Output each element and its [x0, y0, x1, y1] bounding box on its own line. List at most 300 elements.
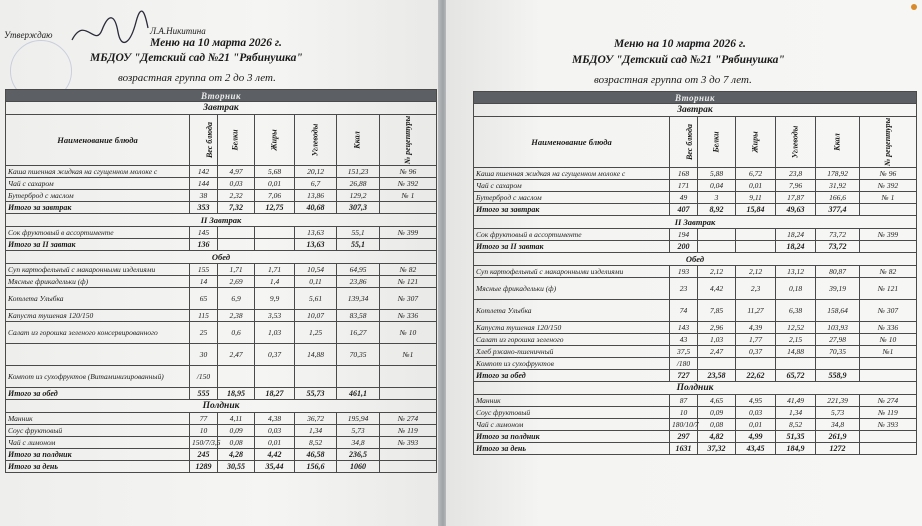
table-cell: 10 — [190, 425, 218, 437]
table-cell: № 399 — [860, 229, 917, 241]
table-cell: № 393 — [860, 419, 917, 431]
table-cell: № 1 — [380, 190, 437, 202]
table-row — [6, 288, 437, 310]
table-cell: Капуста тушеная 120/150 — [474, 322, 670, 334]
table-row — [6, 276, 437, 288]
table-cell — [776, 358, 816, 370]
table-cell: 18,24 — [776, 229, 816, 241]
total-breakfast-row — [474, 204, 917, 216]
table-cell — [380, 202, 437, 214]
table-cell: Мясные фрикадельки (ф) — [6, 276, 190, 288]
column-header-row — [474, 117, 917, 168]
table-cell: 151,23 — [337, 166, 380, 178]
table-cell — [816, 358, 860, 370]
column-header — [736, 117, 776, 168]
table-cell: 43 — [670, 334, 698, 346]
table-row — [6, 344, 437, 366]
table-cell: 49,63 — [776, 204, 816, 216]
table-cell: № 393 — [380, 437, 437, 449]
corner-mark — [911, 4, 917, 10]
table-cell: Итого за полдник — [474, 431, 670, 443]
left-page — [0, 0, 440, 526]
total-lunch-row — [6, 388, 437, 400]
table-cell: 158,64 — [816, 300, 860, 322]
total-second-breakfast-row — [6, 239, 437, 251]
table-cell: № 399 — [380, 227, 437, 239]
table-cell: Полдник — [6, 400, 437, 413]
table-cell: 2,15 — [776, 334, 816, 346]
section-snack — [6, 400, 437, 413]
column-header-label: Углеводы — [790, 125, 800, 159]
table-cell: 5,73 — [816, 407, 860, 419]
table-cell: 195,94 — [337, 413, 380, 425]
column-header — [776, 117, 816, 168]
table-cell: 2,47 — [698, 346, 736, 358]
table-cell: 13,63 — [295, 227, 337, 239]
table-cell — [698, 241, 736, 253]
table-row — [6, 178, 437, 190]
table-cell: 23 — [670, 278, 698, 300]
table-cell: Салат из горошка зеленого — [474, 334, 670, 346]
table-cell: 23,8 — [776, 168, 816, 180]
table-cell: 166,6 — [816, 192, 860, 204]
table-cell: 4,65 — [698, 395, 736, 407]
table-cell: 168 — [670, 168, 698, 180]
table-row — [474, 334, 917, 346]
column-header-label: Углеводы — [310, 123, 320, 157]
table-row — [474, 322, 917, 334]
table-cell: 0,01 — [255, 178, 295, 190]
table-cell: 142 — [190, 166, 218, 178]
table-cell: 4,11 — [218, 413, 255, 425]
table-cell: 4,42 — [698, 278, 736, 300]
table-row — [6, 227, 437, 239]
table-cell: 13,86 — [295, 190, 337, 202]
table-cell — [6, 344, 190, 366]
table-cell: 297 — [670, 431, 698, 443]
table-cell: Обед — [474, 253, 917, 266]
table-cell: 461,1 — [337, 388, 380, 400]
table-cell: 1,71 — [218, 264, 255, 276]
table-cell: 3 — [698, 192, 736, 204]
table-cell: 0,09 — [698, 407, 736, 419]
table-cell: 8,92 — [698, 204, 736, 216]
table-cell: 0,37 — [255, 344, 295, 366]
table-cell: 155 — [190, 264, 218, 276]
table-cell: Итого за день — [6, 461, 190, 473]
menu-table-left — [5, 89, 437, 473]
table-cell: № 96 — [860, 168, 917, 180]
table-cell: Итого за II завтак — [6, 239, 190, 251]
table-cell: 22,62 — [736, 370, 776, 382]
table-cell: № 336 — [860, 322, 917, 334]
table-cell — [698, 229, 736, 241]
table-cell: Завтрак — [6, 102, 437, 115]
table-cell: №1 — [860, 346, 917, 358]
table-cell: 43,45 — [736, 443, 776, 455]
table-cell: 156,6 — [295, 461, 337, 473]
table-cell: 1,34 — [295, 425, 337, 437]
section-second-breakfast — [474, 216, 917, 229]
table-cell: 73,72 — [816, 229, 860, 241]
table-cell: № 119 — [380, 425, 437, 437]
table-cell: 1,71 — [255, 264, 295, 276]
table-cell: 80,87 — [816, 266, 860, 278]
table-cell: 6,72 — [736, 168, 776, 180]
table-cell: 17,87 — [776, 192, 816, 204]
column-header — [670, 117, 698, 168]
table-cell: Бутерброд с маслом — [474, 192, 670, 204]
table-cell: 261,9 — [816, 431, 860, 443]
table-cell: 6,38 — [776, 300, 816, 322]
table-row — [474, 278, 917, 300]
table-row — [6, 322, 437, 344]
table-cell: 353 — [190, 202, 218, 214]
table-cell: 194 — [670, 229, 698, 241]
table-row — [474, 407, 917, 419]
table-cell: 12,52 — [776, 322, 816, 334]
column-header — [860, 117, 917, 168]
table-cell: Завтрак — [474, 104, 917, 117]
table-cell: 4,39 — [736, 322, 776, 334]
table-cell: 18,95 — [218, 388, 255, 400]
table-cell: 0,03 — [218, 178, 255, 190]
table-cell: 15,84 — [736, 204, 776, 216]
table-cell: 0,09 — [218, 425, 255, 437]
table-cell: 4,82 — [698, 431, 736, 443]
table-cell: № 392 — [380, 178, 437, 190]
approval-label: Утверждаю — [4, 30, 53, 40]
table-cell: Итого за полдник — [6, 449, 190, 461]
table-cell: 26,88 — [337, 178, 380, 190]
table-row — [474, 346, 917, 358]
section-second-breakfast — [6, 214, 437, 227]
table-cell: № 82 — [860, 266, 917, 278]
table-cell: 0,03 — [255, 425, 295, 437]
table-cell: 5,73 — [337, 425, 380, 437]
section-breakfast — [6, 102, 437, 115]
column-header-label: Белки — [230, 129, 240, 151]
table-cell: 115 — [190, 310, 218, 322]
table-cell: 6,9 — [218, 288, 255, 310]
table-cell: 377,4 — [816, 204, 860, 216]
table-cell: 10 — [670, 407, 698, 419]
menu-title: Меню на 10 марта 2026 г. — [150, 37, 282, 49]
table-cell: /150 — [190, 366, 218, 388]
table-cell: 70,35 — [337, 344, 380, 366]
table-cell: Чай с лимоном — [6, 437, 190, 449]
table-row — [6, 310, 437, 322]
column-header — [380, 115, 437, 166]
table-cell: 7,06 — [255, 190, 295, 202]
signature-image — [70, 10, 150, 50]
table-cell: 55,73 — [295, 388, 337, 400]
table-cell: 4,99 — [736, 431, 776, 443]
column-header-label: Ккал — [832, 133, 842, 151]
table-cell — [860, 358, 917, 370]
table-cell: Итого за день — [474, 443, 670, 455]
table-cell: 2,12 — [736, 266, 776, 278]
table-cell: Сок фруктовый в ассортименте — [6, 227, 190, 239]
column-header-label: Ккал — [352, 131, 362, 149]
table-cell: 145 — [190, 227, 218, 239]
menu-table-right — [473, 91, 917, 455]
table-cell: 20,12 — [295, 166, 337, 178]
table-cell: 14,88 — [776, 346, 816, 358]
table-cell: 1631 — [670, 443, 698, 455]
table-cell: 9,11 — [736, 192, 776, 204]
table-cell: 2,12 — [698, 266, 736, 278]
table-cell: 10,07 — [295, 310, 337, 322]
table-cell: /180 — [670, 358, 698, 370]
table-cell — [380, 449, 437, 461]
column-header-label: Жиры — [750, 131, 760, 153]
table-cell: 34,8 — [337, 437, 380, 449]
table-cell: 193 — [670, 266, 698, 278]
table-cell: 0,08 — [218, 437, 255, 449]
table-cell: 221,39 — [816, 395, 860, 407]
table-cell: 0,03 — [736, 407, 776, 419]
total-lunch-row — [474, 370, 917, 382]
table-cell: № 307 — [860, 300, 917, 322]
table-row — [6, 166, 437, 178]
table-cell: Хлеб ржано-пшеничный — [474, 346, 670, 358]
table-cell: 178,92 — [816, 168, 860, 180]
column-header — [337, 115, 380, 166]
table-cell: № 96 — [380, 166, 437, 178]
table-cell: 8,52 — [295, 437, 337, 449]
table-cell: 11,27 — [736, 300, 776, 322]
table-cell — [736, 229, 776, 241]
table-cell: Соус фруктовый — [474, 407, 670, 419]
table-cell: 8,52 — [776, 419, 816, 431]
table-cell: 307,3 — [337, 202, 380, 214]
table-cell: Соус фруктовый — [6, 425, 190, 437]
total-day-row — [474, 443, 917, 455]
table-row — [474, 395, 917, 407]
table-cell: Мясные фрикадельки (ф) — [474, 278, 670, 300]
table-cell: 2,69 — [218, 276, 255, 288]
table-row — [474, 419, 917, 431]
table-cell: 30 — [190, 344, 218, 366]
table-cell: Итого за завтрак — [474, 204, 670, 216]
table-cell: 4,38 — [255, 413, 295, 425]
table-cell: 180/10/7 — [670, 419, 698, 431]
table-cell: Итого за обед — [6, 388, 190, 400]
table-cell: 51,35 — [776, 431, 816, 443]
table-cell: 4,42 — [255, 449, 295, 461]
column-header-label: Вес блюда — [685, 123, 695, 161]
total-snack-row — [474, 431, 917, 443]
table-cell: 558,9 — [816, 370, 860, 382]
table-cell: № 274 — [860, 395, 917, 407]
table-cell: №1 — [380, 344, 437, 366]
table-cell: 30,55 — [218, 461, 255, 473]
table-cell: 184,9 — [776, 443, 816, 455]
table-cell: Обед — [6, 251, 437, 264]
column-header — [698, 117, 736, 168]
table-cell: 0,01 — [255, 437, 295, 449]
table-cell: 23,86 — [337, 276, 380, 288]
table-cell: Манник — [6, 413, 190, 425]
table-cell: 0,04 — [698, 180, 736, 192]
table-cell: Компот из сухофруктов — [474, 358, 670, 370]
table-cell: Полдник — [474, 382, 917, 395]
table-cell: 2,96 — [698, 322, 736, 334]
table-cell: 5,61 — [295, 288, 337, 310]
table-cell: 55,1 — [337, 227, 380, 239]
table-cell: № 121 — [860, 278, 917, 300]
table-row — [474, 168, 917, 180]
table-cell: № 336 — [380, 310, 437, 322]
table-cell — [255, 366, 295, 388]
table-cell — [218, 366, 255, 388]
org-name: МБДОУ "Детский сад №21 "Рябинушка" — [572, 54, 785, 66]
column-header-row — [6, 115, 437, 166]
table-cell: 136 — [190, 239, 218, 251]
table-cell: 245 — [190, 449, 218, 461]
table-cell: 41,49 — [776, 395, 816, 407]
column-header — [218, 115, 255, 166]
table-cell: № 274 — [380, 413, 437, 425]
table-cell — [337, 366, 380, 388]
table-cell: 1,25 — [295, 322, 337, 344]
table-cell: 1,34 — [776, 407, 816, 419]
column-header: Наименование блюда — [474, 117, 670, 168]
column-header-label: Жиры — [269, 129, 279, 151]
table-cell: 73,72 — [816, 241, 860, 253]
right-page — [446, 0, 922, 526]
table-cell: 83,58 — [337, 310, 380, 322]
table-cell: 25 — [190, 322, 218, 344]
table-cell: 0,08 — [698, 419, 736, 431]
column-header — [816, 117, 860, 168]
table-cell: 200 — [670, 241, 698, 253]
table-cell: 150/7/3,5 — [190, 437, 218, 449]
menu-title: Меню на 10 марта 2026 г. — [614, 38, 746, 50]
table-cell: 12,75 — [255, 202, 295, 214]
table-cell: 65,72 — [776, 370, 816, 382]
table-cell: Суп картофельный с макаронными изделиями — [474, 266, 670, 278]
table-cell: Суп картофельный с макаронными изделиями — [6, 264, 190, 276]
table-cell — [860, 241, 917, 253]
table-cell: Вторник — [474, 92, 917, 104]
table-cell: 70,35 — [816, 346, 860, 358]
column-header-label: № рецептуры — [403, 115, 412, 165]
table-cell: Итого за завтрак — [6, 202, 190, 214]
table-cell: № 1 — [860, 192, 917, 204]
table-cell: 14,88 — [295, 344, 337, 366]
table-cell: № 307 — [380, 288, 437, 310]
table-cell — [255, 227, 295, 239]
table-cell: 14 — [190, 276, 218, 288]
table-cell: 0,18 — [776, 278, 816, 300]
table-row — [474, 266, 917, 278]
column-header: Наименование блюда — [6, 115, 190, 166]
table-cell: № 392 — [860, 180, 917, 192]
table-cell: Чай с лимоном — [474, 419, 670, 431]
table-cell: 23,58 — [698, 370, 736, 382]
table-row — [6, 366, 437, 388]
table-cell: 0,37 — [736, 346, 776, 358]
table-cell: 129,2 — [337, 190, 380, 202]
table-cell: 31,92 — [816, 180, 860, 192]
table-cell — [380, 388, 437, 400]
table-cell: 13,12 — [776, 266, 816, 278]
table-cell: 5,68 — [255, 166, 295, 178]
table-cell — [255, 239, 295, 251]
table-cell: 3,53 — [255, 310, 295, 322]
table-cell — [860, 370, 917, 382]
table-cell: 39,19 — [816, 278, 860, 300]
table-cell: 34,8 — [816, 419, 860, 431]
table-cell: 0,01 — [736, 419, 776, 431]
table-cell — [380, 366, 437, 388]
table-cell: Чай с сахаром — [474, 180, 670, 192]
table-cell: 49 — [670, 192, 698, 204]
table-cell — [736, 241, 776, 253]
section-lunch — [6, 251, 437, 264]
total-breakfast-row — [6, 202, 437, 214]
section-breakfast — [474, 104, 917, 117]
column-header — [190, 115, 218, 166]
table-cell: 65 — [190, 288, 218, 310]
table-cell: 7,32 — [218, 202, 255, 214]
total-snack-row — [6, 449, 437, 461]
table-cell — [860, 431, 917, 443]
table-cell: 727 — [670, 370, 698, 382]
table-cell: 139,34 — [337, 288, 380, 310]
table-cell: 9,9 — [255, 288, 295, 310]
column-header-label: Вес блюда — [205, 121, 215, 159]
table-cell: Салат из горошка зеленого консервированного — [6, 322, 190, 344]
table-cell: 74 — [670, 300, 698, 322]
table-cell: 1,03 — [255, 322, 295, 344]
table-row — [474, 192, 917, 204]
table-cell: 37,5 — [670, 346, 698, 358]
table-cell: 36,72 — [295, 413, 337, 425]
table-cell: Бутерброд с маслом — [6, 190, 190, 202]
table-cell: 7,96 — [776, 180, 816, 192]
table-cell: № 119 — [860, 407, 917, 419]
table-cell: 40,68 — [295, 202, 337, 214]
column-header — [255, 115, 295, 166]
table-row — [6, 413, 437, 425]
table-cell: 37,32 — [698, 443, 736, 455]
table-cell: 0,11 — [295, 276, 337, 288]
table-cell: 0,01 — [736, 180, 776, 192]
table-cell: Итого за обед — [474, 370, 670, 382]
table-cell: II Завтрак — [474, 216, 917, 229]
table-cell: 38 — [190, 190, 218, 202]
table-row — [6, 190, 437, 202]
table-cell — [218, 239, 255, 251]
table-cell: № 121 — [380, 276, 437, 288]
day-header — [474, 92, 917, 104]
table-cell — [736, 358, 776, 370]
table-cell: 2,47 — [218, 344, 255, 366]
table-cell: Каша пшенная жидкая на сгущенном молоке с — [474, 168, 670, 180]
table-cell: № 10 — [860, 334, 917, 346]
table-cell — [218, 227, 255, 239]
table-cell: Каша пшенная жидкая на сгущенном молоке с — [6, 166, 190, 178]
table-cell — [860, 204, 917, 216]
table-cell: Котлета Улыбка — [474, 300, 670, 322]
total-second-breakfast-row — [474, 241, 917, 253]
table-row — [474, 180, 917, 192]
section-snack — [474, 382, 917, 395]
table-cell: Вторник — [6, 90, 437, 102]
